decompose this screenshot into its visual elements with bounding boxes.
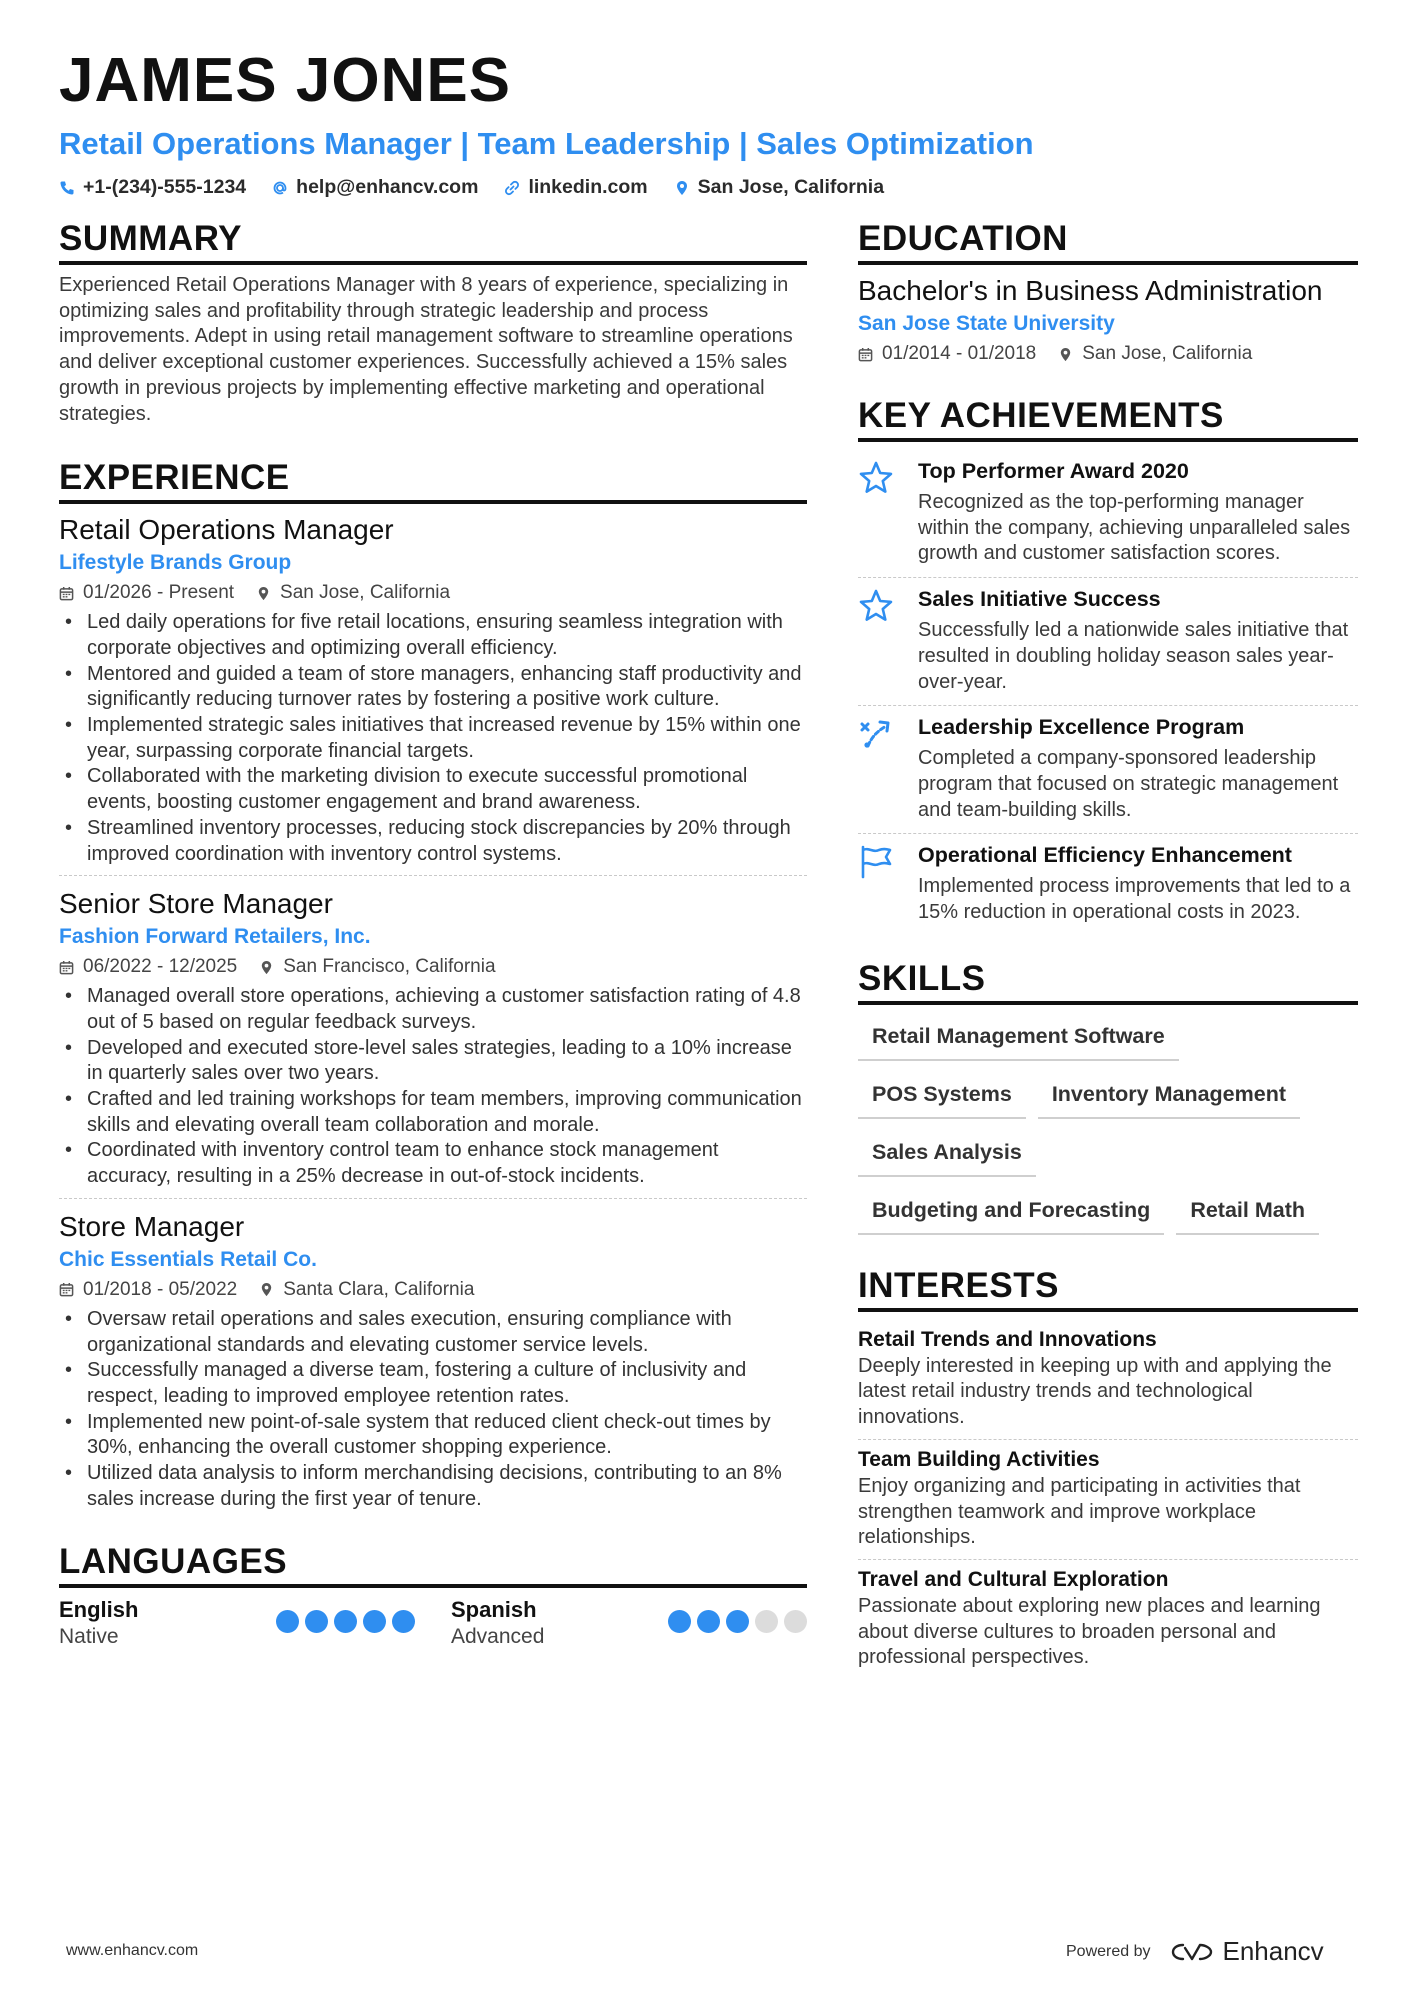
language-item [451,1596,807,1650]
skill-tag: Sales Analysis [858,1129,1036,1177]
bullet: • Streamlined inventory processes, reducing stock discrepancies by 20% through improved coordination with inventory control systems. [59,816,807,867]
language-name: English [59,1596,139,1622]
bullet: • Utilized data analysis to inform merchandising decisions, contributing to an 8% sales increase during the first year of tenure. [59,1461,807,1512]
achievements-section [858,395,1358,936]
brand-name: Enhancv [1222,1936,1324,1966]
company-name: Lifestyle Brands Group [59,551,292,575]
achievement-title: Leadership Excellence Program [918,715,1245,740]
achievement-title: Top Performer Award 2020 [918,459,1189,483]
rating-dot-filled [697,1610,720,1633]
bullet: • Collaborated with the marketing division to execute successful promotional events, boosting customer engagement and brand awareness. [59,764,807,815]
contact-bar [59,176,1359,199]
company-name: Chic Essentials Retail Co. [59,1247,317,1271]
strategy-icon [858,716,894,752]
job-dates: 01/2018 - 05/2022 [83,1278,238,1300]
phone-icon [59,180,75,196]
language-rating [276,1610,415,1633]
left-column [59,218,807,1650]
job-dates: 01/2026 - Present [83,582,235,604]
interests-section [858,1265,1358,1679]
location-text: San Jose, California [697,176,885,198]
section-title: LANGUAGES [59,1541,807,1588]
location-pin-icon [259,960,274,975]
skills-section [858,958,1358,1235]
email-contact[interactable] [272,176,478,199]
job-entry [59,886,807,1199]
link-icon [504,180,520,196]
rating-dot-filled [334,1610,357,1633]
skill-tag: Inventory Management [1038,1071,1300,1119]
calendar-icon [59,586,74,601]
achievement-title: Sales Initiative Success [918,587,1161,612]
rating-dot-empty [755,1610,778,1633]
language-rating [668,1610,807,1633]
email-text: help@enhancv.com [296,176,479,198]
bullet: • Crafted and led training workshops for team members, improving communication skills and elevating overall team collaboration and morale. [59,1087,807,1138]
job-location: Santa Clara, California [283,1278,475,1300]
company-name: Fashion Forward Retailers, Inc. [59,925,371,949]
achievement-item [858,578,1358,706]
rating-dot-filled [392,1610,415,1633]
footer-website[interactable]: www.enhancv.com [66,1942,199,1959]
interest-item [858,1320,1358,1440]
linkedin-text: linkedin.com [528,176,648,198]
calendar-icon [59,960,74,975]
bullet: • Implemented strategic sales initiatives that increased revenue by 15% within one year, surpassing corporate financial targets. [59,713,807,764]
phone-contact[interactable] [59,176,246,199]
rating-dot-empty [784,1610,807,1633]
languages-section [59,1541,807,1650]
location-contact [674,176,884,199]
interest-title: Retail Trends and Innovations [858,1327,1157,1351]
language-name: Spanish [451,1596,537,1622]
calendar-icon [59,1282,74,1297]
location-pin-icon [256,586,271,601]
job-entry [59,1209,807,1521]
degree: Bachelor's in Business Administration [858,275,1323,306]
job-dates: 06/2022 - 12/2025 [83,956,238,978]
job-bullets [59,984,807,1190]
bullet: • Mentored and guided a team of store managers, enhancing staff productivity and significantly reducing turnover rates by fostering a positive work culture. [59,662,807,713]
skill-tag: Retail Math [1176,1187,1319,1235]
rating-dot-filled [305,1610,328,1633]
experience-section [59,457,807,1520]
skill-tag: Budgeting and Forecasting [858,1187,1164,1235]
language-level: Native [59,1624,119,1648]
section-title: EDUCATION [858,218,1358,265]
achievement-desc: Successfully led a nationwide sales initiative that resulted in doubling holiday season sales year-over-year. [918,619,1349,693]
interest-desc: Deeply interested in keeping up with and applying the latest retail industry trends and technological innovations. [858,1354,1332,1429]
rating-dot-filled [276,1610,299,1633]
achievement-item [858,706,1358,834]
section-title: SUMMARY [59,218,807,265]
section-title: SKILLS [858,958,1358,1005]
resume-header [59,46,1359,199]
job-bullets [59,1307,807,1513]
achievement-desc: Recognized as the top-performing manager within the company, achieving unparalleled sales growth and customer satisfaction scores. [918,491,1351,565]
interest-desc: Enjoy organizing and participating in activities that strengthen teamwork and improve workplace relationships. [858,1474,1301,1549]
phone-text: +1-(234)-555-1234 [83,176,247,198]
bullet: • Managed overall store operations, achieving a customer satisfaction rating of 4.8 out of 5 based on regular feedback surveys. [59,984,807,1035]
achievement-title: Operational Efficiency Enhancement [918,843,1292,868]
language-list [59,1596,807,1650]
language-item [59,1596,415,1650]
at-icon [272,180,288,196]
location-pin-icon [259,1282,274,1297]
job-title: Senior Store Manager [59,888,333,920]
location-pin-icon [1058,347,1073,362]
education-dates: 01/2014 - 01/2018 [882,343,1037,364]
job-bullets [59,610,807,867]
bullet: • Led daily operations for five retail locations, ensuring seamless integration with corporate objectives and optimizing overall efficiency. [59,610,807,661]
bullet: • Oversaw retail operations and sales execution, ensuring compliance with organizational standards and elevating customer service levels. [59,1307,807,1358]
skill-list [858,1013,1358,1235]
rating-dot-filled [726,1610,749,1633]
summary-text: Experienced Retail Operations Manager with 8 years of experience, specializing in optimizing sales and profitability through strategic leadership and process improvements. Adept in using retail management software to streamline operations and deliver exceptional customer experiences. Successfully achieved a 15% sales growth in previous projects by implementing effective marketing and operational strategies. [59,274,793,425]
bullet: • Successfully managed a diverse team, fostering a culture of inclusivity and respect, leading to improved employee retention rates. [59,1358,807,1409]
right-column [858,218,1358,1679]
candidate-name: JAMES JONES [59,46,512,115]
section-title: INTERESTS [858,1265,1358,1312]
job-meta [59,952,807,982]
brand-logo[interactable] [1169,1936,1324,1967]
bullet: • Coordinated with inventory control team to enhance stock management accuracy, resulting in a 25% decrease in out-of-stock incidents. [59,1138,807,1189]
enhancv-logo-icon [1169,1940,1215,1964]
bullet: • Developed and executed store-level sales strategies, leading to a 10% increase in quarterly sales over two years. [59,1036,807,1087]
star-icon [858,588,894,624]
language-level: Advanced [451,1624,545,1648]
skill-tag: Retail Management Software [858,1013,1179,1061]
section-title: KEY ACHIEVEMENTS [858,395,1358,442]
interest-item [858,1560,1358,1679]
bullet: • Implemented new point-of-sale system that reduced client check-out times by 30%, enhancing the overall customer shopping experience. [59,1410,807,1461]
education-location: San Jose, California [1082,343,1253,364]
star-icon [858,460,894,496]
job-title: Retail Operations Manager [59,514,394,546]
job-entry [59,512,807,876]
powered-by-label: Powered by [1066,1942,1151,1960]
achievement-item [858,450,1358,578]
flag-icon [858,844,894,880]
interest-item [858,1440,1358,1560]
footer-branding [1066,1936,1324,1967]
location-pin-icon [674,180,690,196]
interest-title: Travel and Cultural Exploration [858,1567,1169,1591]
education-section [858,218,1358,369]
rating-dot-filled [363,1610,386,1633]
achievement-item [858,834,1358,935]
rating-dot-filled [668,1610,691,1633]
linkedin-contact[interactable] [504,176,647,199]
job-title: Store Manager [59,1210,245,1242]
interest-desc: Passionate about exploring new places and learning about diverse cultures to broaden personal and professional perspectives. [858,1594,1321,1669]
section-title: EXPERIENCE [59,457,807,504]
summary-section [59,218,807,427]
achievement-desc: Implemented process improvements that led to a 15% reduction in operational costs in 2023. [918,875,1351,924]
job-location: San Jose, California [280,582,451,604]
achievement-desc: Completed a company-sponsored leadership program that focused on strategic management and team-building skills. [918,747,1339,821]
job-location: San Francisco, California [283,956,496,978]
education-meta [858,339,1358,369]
school-name: San Jose State University [858,312,1115,335]
headline: Retail Operations Manager | Team Leadership | Sales Optimization [59,126,1034,161]
calendar-icon [858,347,873,362]
job-meta [59,578,807,608]
job-meta [59,1275,807,1305]
interest-title: Team Building Activities [858,1447,1100,1471]
skill-tag: POS Systems [858,1071,1026,1119]
